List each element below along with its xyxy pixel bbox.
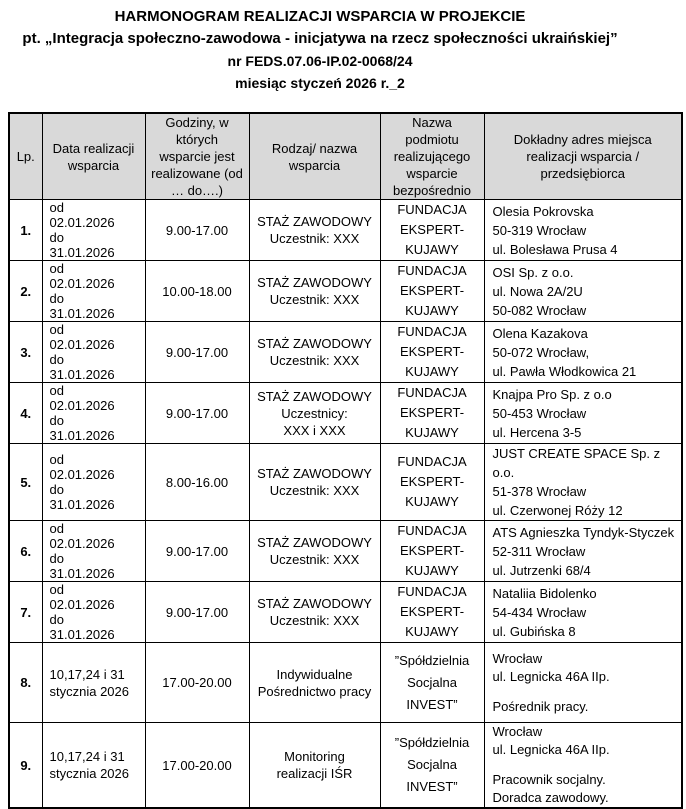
table-row xyxy=(9,200,682,261)
table-row xyxy=(9,643,682,723)
col-header-hours: Godziny, w których wsparcie jest realizowane (od … do….) xyxy=(145,113,249,200)
col-header-address: Dokładny adres miejsca realizacji wsparcia / przedsiębiorca xyxy=(484,113,682,200)
support-type-cell: STAŻ ZAWODOWY Uczestnik: XXX xyxy=(249,582,380,643)
hours-cell: 9.00-17.00 xyxy=(145,521,249,582)
address-cell: Nataliia Bidolenko 54-434 Wrocław ul. Gubińska 8 xyxy=(484,582,682,643)
date-cell: od 02.01.2026 do 31.01.2026 xyxy=(42,322,145,383)
table-header-row xyxy=(9,113,682,200)
address-cell: Wrocław ul. Legnicka 46A IIp. Pracownik socjalny. Doradca zawodowy. xyxy=(484,723,682,809)
hours-cell: 9.00-17.00 xyxy=(145,322,249,383)
address-cell: JUST CREATE SPACE Sp. z o.o. 51-378 Wrocław ul. Czerwonej Róży 12 xyxy=(484,444,682,521)
entity-cell: FUNDACJA EKSPERT- KUJAWY xyxy=(380,200,484,261)
address-cell: Knajpa Pro Sp. z o.o 50-453 Wrocław ul. Hercena 3-5 xyxy=(484,383,682,444)
support-type-cell: STAŻ ZAWODOWY Uczestnik: XXX xyxy=(249,444,380,521)
entity-cell: FUNDACJA EKSPERT- KUJAWY xyxy=(380,582,484,643)
hours-cell: 17.00-20.00 xyxy=(145,643,249,723)
date-cell: 10,17,24 i 31 stycznia 2026 xyxy=(42,723,145,809)
col-header-lp: Lp. xyxy=(9,113,42,200)
entity-cell: FUNDACJA EKSPERT- KUJAWY xyxy=(380,261,484,322)
entity-cell: FUNDACJA EKSPERT- KUJAWY xyxy=(380,322,484,383)
address-cell: OSI Sp. z o.o. ul. Nowa 2A/2U 50-082 Wrocław xyxy=(484,261,682,322)
schedule-month: miesiąc styczeń 2026 r._2 xyxy=(235,75,405,91)
entity-cell: FUNDACJA EKSPERT- KUJAWY xyxy=(380,383,484,444)
document-title: HARMONOGRAM REALIZACJI WSPARCIA W PROJEKCIE xyxy=(114,8,526,25)
date-cell: od 02.01.2026 do 31.01.2026 xyxy=(42,582,145,643)
date-cell: od 02.01.2026 do 31.01.2026 xyxy=(42,261,145,322)
hours-cell: 8.00-16.00 xyxy=(145,444,249,521)
date-cell: od 02.01.2026 do 31.01.2026 xyxy=(42,521,145,582)
hours-cell: 9.00-17.00 xyxy=(145,582,249,643)
address-cell: Olesia Pokrovska 50-319 Wrocław ul. Bolesława Prusa 4 xyxy=(484,200,682,261)
support-type-cell: STAŻ ZAWODOWY Uczestnik: XXX xyxy=(249,322,380,383)
table-row xyxy=(9,444,682,521)
col-header-support-type: Rodzaj/ nazwa wsparcia xyxy=(249,113,380,200)
table-row xyxy=(9,261,682,322)
support-type-cell: Monitoring realizacji IŚR xyxy=(249,723,380,809)
support-type-cell: STAŻ ZAWODOWY Uczestnik: XXX xyxy=(249,261,380,322)
entity-cell: ”Spółdzielnia Socjalna INVEST” xyxy=(380,643,484,723)
entity-cell: ”Spółdzielnia Socjalna INVEST” xyxy=(380,723,484,809)
table-row xyxy=(9,383,682,444)
table-row xyxy=(9,521,682,582)
project-number: nr FEDS.07.06-IP.02-0068/24 xyxy=(227,53,413,69)
row-number-cell: 2. xyxy=(9,261,42,322)
support-type-cell: STAŻ ZAWODOWY Uczestnicy: XXX i XXX xyxy=(249,383,380,444)
col-header-date: Data realizacji wsparcia xyxy=(42,113,145,200)
hours-cell: 9.00-17.00 xyxy=(145,383,249,444)
support-type-cell: STAŻ ZAWODOWY Uczestnik: XXX xyxy=(249,200,380,261)
hours-cell: 9.00-17.00 xyxy=(145,200,249,261)
schedule-table-body xyxy=(9,200,682,809)
row-number-cell: 5. xyxy=(9,444,42,521)
date-cell: 10,17,24 i 31 stycznia 2026 xyxy=(42,643,145,723)
row-number-cell: 9. xyxy=(9,723,42,809)
table-row xyxy=(9,723,682,809)
row-number-cell: 6. xyxy=(9,521,42,582)
row-number-cell: 1. xyxy=(9,200,42,261)
project-name: pt. „Integracja społeczno-zawodowa - inicjatywa na rzecz społeczności ukraińskiej” xyxy=(22,30,618,47)
address-cell: Wrocław ul. Legnicka 46A IIp. Pośrednik pracy. xyxy=(484,643,682,723)
document-header xyxy=(0,0,640,94)
date-cell: od 02.01.2026 do 31.01.2026 xyxy=(42,444,145,521)
row-number-cell: 4. xyxy=(9,383,42,444)
table-row xyxy=(9,582,682,643)
entity-cell: FUNDACJA EKSPERT- KUJAWY xyxy=(380,444,484,521)
support-type-cell: STAŻ ZAWODOWY Uczestnik: XXX xyxy=(249,521,380,582)
row-number-cell: 7. xyxy=(9,582,42,643)
date-cell: od 02.01.2026 do 31.01.2026 xyxy=(42,383,145,444)
row-number-cell: 3. xyxy=(9,322,42,383)
hours-cell: 17.00-20.00 xyxy=(145,723,249,809)
support-type-cell: Indywidualne Pośrednictwo pracy xyxy=(249,643,380,723)
address-cell: ATS Agnieszka Tyndyk-Styczek 52-311 Wrocław ul. Jutrzenki 68/4 xyxy=(484,521,682,582)
schedule-table xyxy=(8,112,683,809)
table-row xyxy=(9,322,682,383)
col-header-entity: Nazwa podmiotu realizującego wsparcie bezpośrednio xyxy=(380,113,484,200)
row-number-cell: 8. xyxy=(9,643,42,723)
address-cell: Olena Kazakova 50-072 Wrocław, ul. Pawła Włodkowica 21 xyxy=(484,322,682,383)
entity-cell: FUNDACJA EKSPERT- KUJAWY xyxy=(380,521,484,582)
hours-cell: 10.00-18.00 xyxy=(145,261,249,322)
date-cell: od 02.01.2026 do 31.01.2026 xyxy=(42,200,145,261)
